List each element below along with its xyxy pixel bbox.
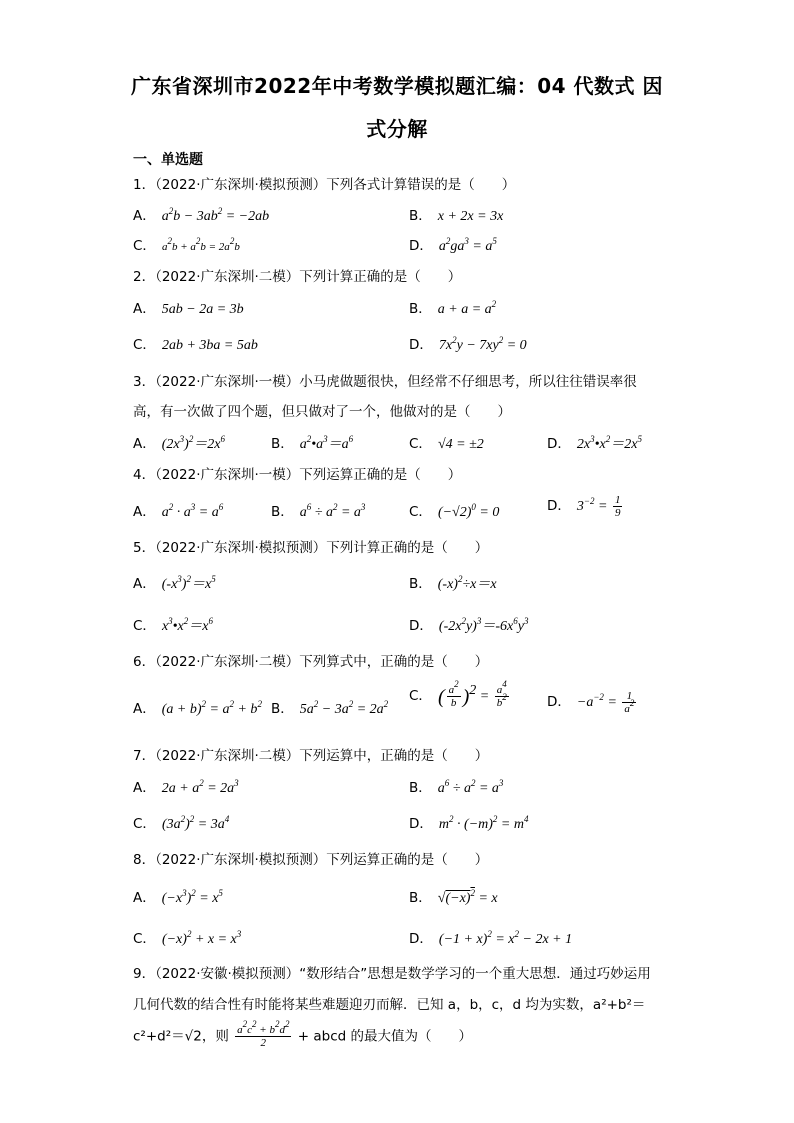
q2-option-c[interactable]: C． 2ab + 3ba = 5ab [133,337,258,353]
q3-option-b[interactable]: B． $a^2•a^3=a^6$ [271,434,354,452]
q4-option-c[interactable]: C． $(-√2)^0 = 0$ [409,502,500,520]
option-label: D． [547,694,571,710]
option-label: B． [409,780,432,796]
option-label: A． [133,576,156,592]
option-label: C． [133,337,156,353]
q1-option-d[interactable]: D． $a^2ga^3 = a^5$ [409,236,497,254]
q9-fraction: $\frac{a^2c^2 + b^2d^2}{2}$ [237,1019,290,1049]
q6-option-d[interactable]: D． $-a^{-2}$ = $\frac{1}{a^2}$ [547,690,635,715]
option-label: B． [271,436,294,452]
q8-option-a[interactable]: A． $(-x^3)^2 = x^5$ [133,888,223,906]
section-heading: 一、单选题 [133,152,203,168]
q4-option-a[interactable]: A． $a^2 \cdot a^3 = a^6$ [133,502,224,520]
option-label: A． [133,208,156,224]
document-title-line1: 广东省深圳市2022年中考数学模拟题汇编：04 代数式 因 [131,74,663,98]
option-label: A． [133,436,156,452]
option-label: C． [133,931,156,947]
q2-option-d[interactable]: D． $7x^2y - 7xy^2 = 0$ [409,335,527,353]
question-9-stem-line2: 几何代数的结合性有时能将某些难题迎刃而解．已知 a，b，c，d 均为实数，a²+b²＝ [133,997,646,1013]
option-label: C． [133,618,156,634]
q4-option-d[interactable]: D． $3^{-2}$ = $\frac{1}{9}$ [547,494,621,519]
q8-option-d[interactable]: D． $(-1 + x)^2 = x^2 - 2x + 1$ [409,929,573,947]
q3-option-a[interactable]: A． $(2x^3)^2=2x^6$ [133,434,226,452]
question-3-stem-line1: 3．（2022·广东深圳·一模）小马虎做题很快，但经常不仔细思考，所以往往错误率很 [133,374,637,390]
q2-option-b[interactable]: B． $a + a = a^2$ [409,299,497,317]
q9-stem-post: + abcd 的最大值为（ ） [297,1028,472,1045]
option-label: B． [409,301,432,317]
q3-option-c[interactable]: C． √4 = ±2 [409,436,484,452]
q1-option-b[interactable]: B． x + 2x = 3x [409,208,504,224]
option-label: B． [409,890,432,906]
q2-option-a[interactable]: A． 5ab − 2a = 3b [133,301,244,317]
q7-option-c[interactable]: C． $(3a^2)^2 = 3a^4$ [133,814,230,832]
question-2-stem: 2．（2022·广东深圳·二模）下列计算正确的是（ ） [133,269,462,285]
option-label: C． [409,504,432,520]
option-label: A． [133,301,156,317]
q4-option-b[interactable]: B． $a^6 \div a^2 = a^3$ [271,502,366,520]
option-label: D． [547,436,571,452]
document-title-line2: 式分解 [366,117,428,141]
q6-option-b[interactable]: B． $5a^2 - 3a^2 = 2a^2$ [271,699,389,717]
option-label: C． [133,238,156,254]
option-label: D． [409,238,433,254]
option-label: A． [133,504,156,520]
q1-option-c[interactable]: C． $a^2b + a^2b = 2a^2b$ [133,236,240,254]
option-label: A． [133,890,156,906]
option-label: B． [271,701,294,717]
option-label: C． [133,816,156,832]
question-3-stem-line2: 高，有一次做了四个题，但只做对了一个，他做对的是（ ） [133,404,511,420]
option-label: D． [409,337,433,353]
q5-option-b[interactable]: B． $(-x)^2\div x=x$ [409,574,497,592]
q9-stem-pre: c²+d²＝√2，则 [133,1028,229,1045]
q3-option-d[interactable]: D． $2x^3•x^2=2x^5$ [547,434,642,452]
q5-option-c[interactable]: C． $x^3•x^2=x^6$ [133,616,213,634]
option-label: B． [271,504,294,520]
option-label: B． [409,208,432,224]
question-7-stem: 7．（2022·广东深圳·二模）下列运算中，正确的是（ ） [133,748,489,764]
q8-option-b[interactable]: B． $√(-x)^2 = x$ [409,888,498,906]
option-label: D． [409,931,433,947]
question-4-stem: 4．（2022·广东深圳·一模）下列运算正确的是（ ） [133,467,462,483]
option-label: A． [133,780,156,796]
q5-option-a[interactable]: A． $(-x^3)^2=x^5$ [133,574,216,592]
question-1-stem: 1．（2022·广东深圳·模拟预测）下列各式计算错误的是（ ） [133,177,516,193]
option-label: C． [409,688,432,704]
option-label: D． [409,816,433,832]
question-9-stem-line1: 9．（2022·安徽·模拟预测）“数形结合”思想是数学学习的一个重大思想．通过巧妙运用 [133,966,651,982]
q8-option-c[interactable]: C． $(-x)^2 + x = x^3$ [133,929,242,947]
option-label: C． [409,436,432,452]
q6-option-a[interactable]: A． $(a + b)^2 = a^2 + b^2$ [133,699,262,717]
option-label: A． [133,701,156,717]
q7-option-a[interactable]: A． $2a + a^2 = 2a^3$ [133,778,239,796]
option-label: D． [409,618,433,634]
question-9-stem-line3 [133,1019,472,1049]
q6-option-c[interactable]: C． ( $\frac{a^2}{b}$ )$^2$ = $\frac{a^4}{b^2}$ [409,679,507,709]
question-8-stem: 8．（2022·广东深圳·模拟预测）下列运算正确的是（ ） [133,852,489,868]
q1-option-a[interactable]: A． $a^2b - 3ab^2 = -2ab$ [133,206,270,224]
option-label: D． [547,498,571,514]
question-6-stem: 6．（2022·广东深圳·二模）下列算式中，正确的是（ ） [133,654,489,670]
q5-option-d[interactable]: D． $(-2x^2y)^3=-6x^6y^3$ [409,616,529,634]
q7-option-d[interactable]: D． $m^2 \cdot (-m)^2 = m^4$ [409,814,529,832]
option-label: B． [409,576,432,592]
question-5-stem: 5．（2022·广东深圳·模拟预测）下列计算正确的是（ ） [133,540,489,556]
q7-option-b[interactable]: B． $a^6 \div a^2 = a^3$ [409,778,504,796]
